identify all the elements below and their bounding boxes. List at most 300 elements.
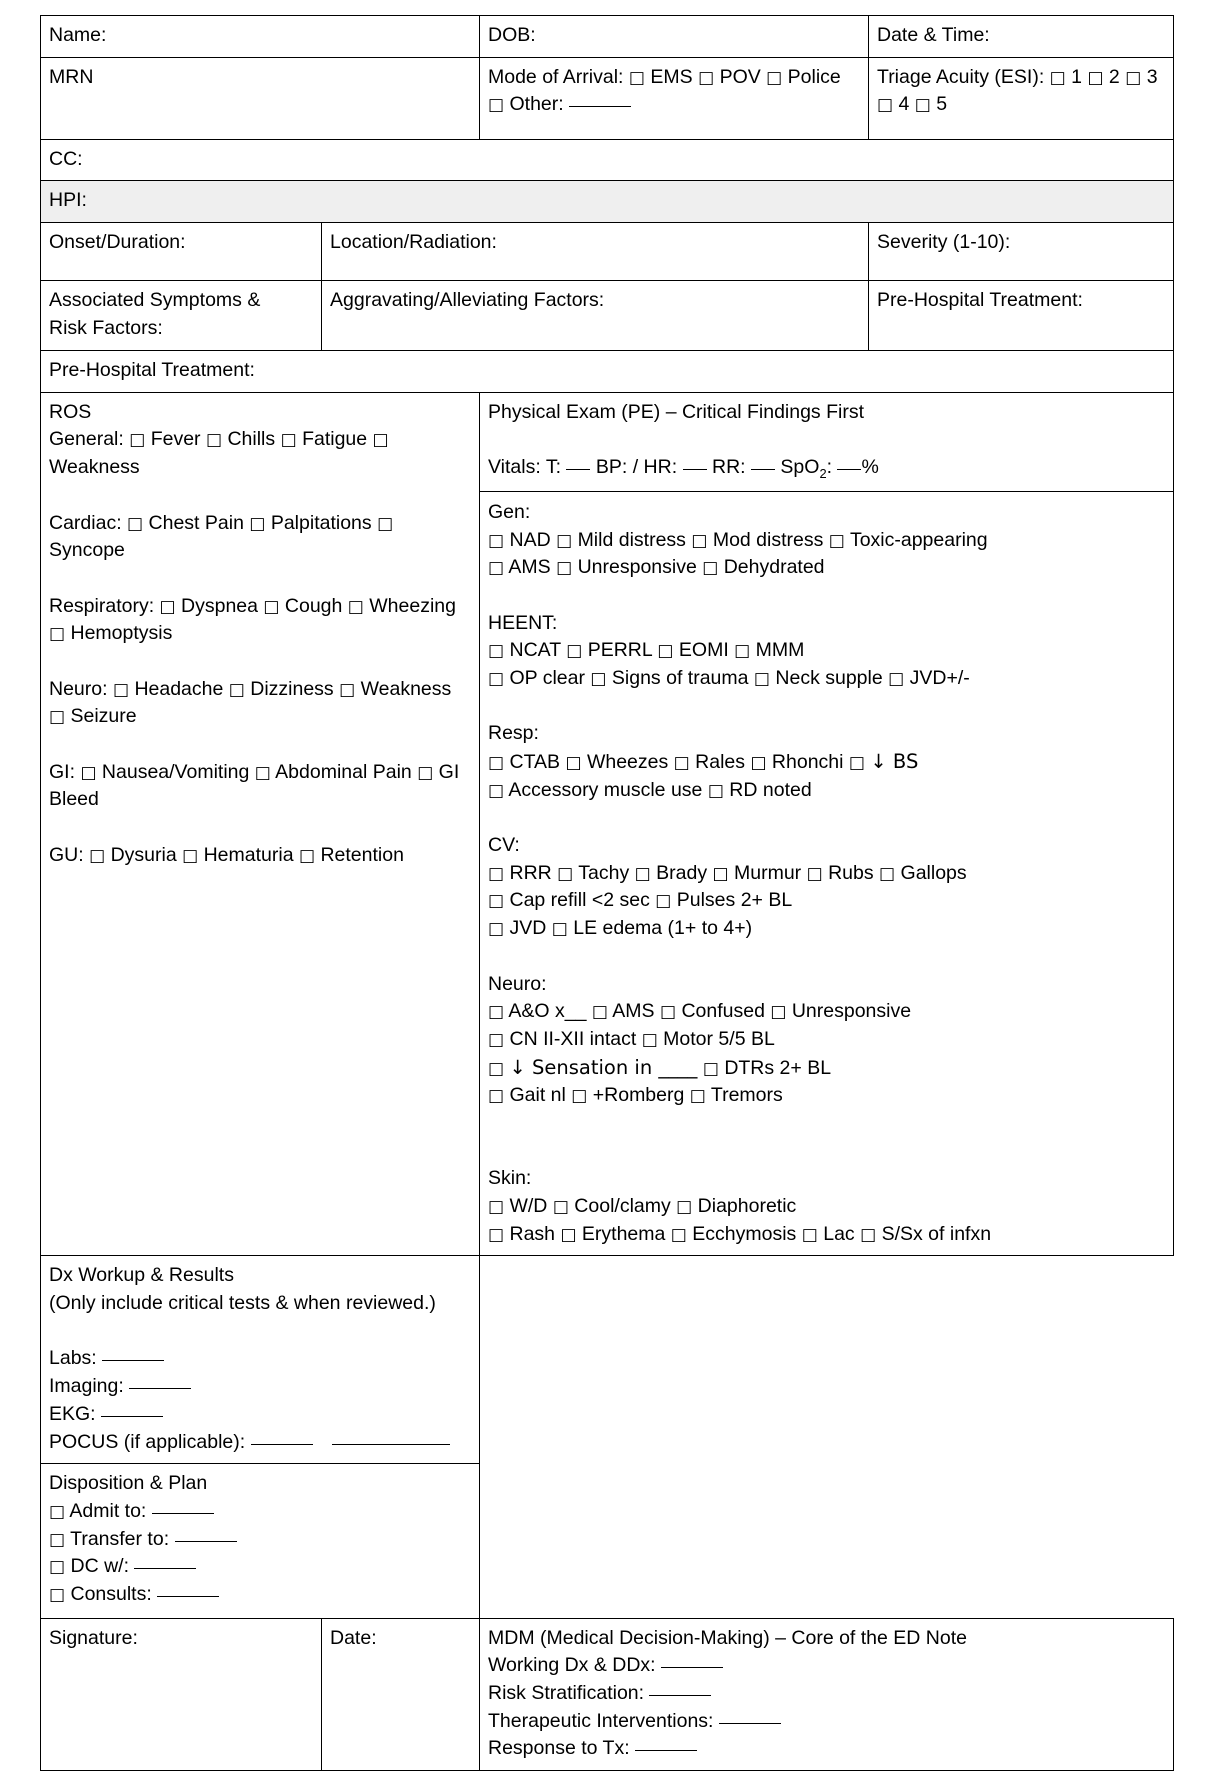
checkbox-icon-tachy[interactable]: □ [557,863,574,884]
checkbox-icon-decreased-bs[interactable]: □ [848,753,865,773]
disposition-dc-line [49,1553,472,1581]
pe-item-gait-nl: Gait nl [509,1084,566,1107]
pe-item-ecchymosis: Ecchymosis [692,1222,797,1245]
pe-item-toxic-appearing: Toxic-appearing [849,528,988,551]
pe-item-dehydrated: Dehydrated [723,556,825,579]
checkbox-icon-chills[interactable]: □ [205,430,223,451]
checkbox-icon-transfer-to[interactable]: □ [49,1529,66,1550]
pe-gen-line-1 [488,527,1166,555]
checkbox-icon-syncope[interactable]: □ [377,513,394,534]
ros-item-palpitations: Palpitations [270,511,372,534]
pe-item-diaphoretic: Diaphoretic [697,1195,797,1217]
pe-item-le-edema: LE edema (1+ to 4+) [573,917,753,940]
blank-pocus-extra[interactable] [332,1444,450,1445]
cell-signature[interactable] [41,1618,322,1770]
checkbox-icon-esi-5[interactable]: □ [914,95,931,116]
pe-item-unresponsive-gen: Unresponsive [577,556,697,579]
cell-date[interactable] [322,1618,480,1770]
ros-respiratory-label: Respiratory: [49,594,155,617]
checkbox-icon-weakness-gen[interactable]: □ [372,430,389,451]
spacer [488,1138,1166,1166]
cc-label: CC: [49,147,83,170]
checkbox-icon-cn-intact[interactable]: □ [488,1029,505,1050]
dob-label: DOB: [488,24,536,46]
checkbox-icon-rhonchi[interactable]: □ [750,753,767,773]
mdm-working-dx-line [488,1652,1166,1680]
checkbox-icon-dizziness[interactable]: □ [228,679,245,700]
checkbox-icon-seizure[interactable]: □ [49,707,66,728]
pe-item-rrr: RRR [509,861,552,884]
checkbox-icon-unresponsive-neuro[interactable]: □ [770,1002,787,1023]
checkbox-icon-rd-noted[interactable]: □ [707,780,724,801]
spacer [488,426,1166,454]
checkbox-icon-ecchymosis[interactable]: □ [670,1224,687,1245]
disposition-consults-label: Consults: [70,1582,152,1605]
pe-item-murmur: Murmur [734,861,802,884]
disposition-admit-label: Admit to: [69,1499,147,1522]
pe-gen-line-2 [488,554,1166,582]
vitals-bp-label: BP: [595,456,628,479]
disposition-dc-label: DC w/: [70,1555,129,1578]
ros-item-gi-bleed: GI Bleed [49,760,460,811]
checkbox-icon-le-edema[interactable]: □ [551,919,568,940]
cell-hpi-header [41,181,1174,223]
row-signature-date-mdm [41,1618,1174,1770]
blank-hr[interactable] [683,469,707,470]
row-prehospital-treatment [41,351,1174,393]
ros-item-fatigue: Fatigue [302,428,368,451]
hpi-header-label: HPI: [49,189,87,212]
ros-item-seizure: Seizure [70,705,137,728]
ros-item-weakness-gen: Weakness [49,456,140,479]
checkbox-icon-ams-gen[interactable]: □ [488,558,505,579]
cell-ros[interactable] [41,392,480,1256]
checkbox-icon-romberg[interactable]: □ [571,1086,588,1107]
cell-mrn[interactable] [41,57,480,139]
pe-item-rd-noted: RD noted [729,778,812,801]
esi-level-2: 2 [1108,65,1120,88]
checkbox-icon-brady[interactable]: □ [634,863,651,884]
pe-item-ssx-infxn: S/Sx of infxn [881,1222,992,1245]
checkbox-icon-erythema[interactable]: □ [560,1224,577,1245]
ros-cardiac-label: Cardiac: [49,511,122,534]
spacer [49,731,472,759]
checkbox-icon-rash[interactable]: □ [488,1224,505,1245]
pe-item-ncat: NCAT [509,639,561,662]
checkbox-icon-fatigue[interactable]: □ [280,430,297,451]
ros-title: ROS [49,400,92,423]
checkbox-icon-neck-supple[interactable]: □ [753,668,770,689]
pe-item-accessory-muscle-use: Accessory muscle use [508,778,703,801]
dx-pocus-label: POCUS (if applicable): [49,1430,246,1453]
row-ros-and-pe-header [41,392,1174,491]
cell-prehospital-treatment-full[interactable] [41,351,1174,393]
row-dx-workup [41,1256,1174,1464]
blank-transfer-to[interactable] [175,1541,237,1542]
checkbox-icon-mod-distress[interactable]: □ [691,530,708,551]
pe-cv-line-3 [488,915,1166,943]
vitals-temp-label: T: [545,456,561,479]
ros-group-gi [49,759,472,814]
esi-level-4: 4 [898,93,910,116]
pe-item-motor: Motor 5/5 BL [663,1027,775,1050]
cell-prehospital-treatment[interactable] [869,281,1174,351]
ros-item-fever: Fever [150,428,201,451]
pe-skin-line-2 [488,1221,1166,1249]
checkbox-icon-motor[interactable]: □ [641,1029,658,1050]
pe-item-decreased-sensation: ↓ Sensation in ____ [509,1055,698,1079]
prehospital-treatment-row-label: Pre-Hospital Treatment: [49,359,255,382]
dx-imaging-label: Imaging: [49,1375,124,1398]
pe-item-rales: Rales [695,751,746,773]
checkbox-icon-police[interactable]: □ [766,67,783,88]
checkbox-icon-rales[interactable]: □ [673,753,690,773]
vitals-prefix: Vitals: [488,456,541,479]
checkbox-icon-ssx-infxn[interactable]: □ [860,1224,877,1245]
checkbox-icon-dysuria[interactable]: □ [89,845,106,866]
checkbox-icon-chest-pain[interactable]: □ [127,513,144,534]
pe-vitals-line[interactable] [488,454,1166,482]
checkbox-icon-lac[interactable]: □ [801,1224,818,1245]
checkbox-icon-perrl[interactable]: □ [566,641,583,662]
pe-neuro-line-2 [488,1026,1166,1054]
pe-item-tachy: Tachy [578,861,630,884]
blank-rr[interactable] [751,469,775,470]
spacer [49,814,472,842]
ros-item-retention: Retention [320,843,404,866]
pe-item-ao-x: A&O x__ [508,1000,587,1023]
ros-item-wheezing: Wheezing [369,594,456,617]
cell-pe-findings[interactable] [480,491,1174,1256]
spacer [488,804,1166,832]
checkbox-icon-gallops[interactable]: □ [879,863,896,884]
ros-group-gu [49,842,472,870]
spacer [488,943,1166,971]
checkbox-icon-gi-bleed[interactable]: □ [417,762,434,783]
dx-workup-pocus-line [49,1429,472,1457]
pe-item-jvd: JVD [509,917,547,940]
checkbox-icon-retention[interactable]: □ [298,845,316,866]
checkbox-icon-wheezing[interactable]: □ [347,596,364,617]
pe-item-cap-refill: Cap refill <2 sec [509,889,650,912]
ros-group-general [49,426,472,481]
blank-risk-stratification[interactable] [649,1695,711,1696]
blank-consults[interactable] [157,1596,219,1597]
pe-item-perrl: PERRL [587,639,652,662]
checkbox-icon-nad[interactable]: □ [488,530,505,551]
checkbox-icon-mmm[interactable]: □ [734,641,751,662]
cell-associated-symptoms[interactable] [41,281,322,351]
blank-ekg[interactable] [101,1416,163,1417]
pe-item-eomi: EOMI [678,639,729,662]
checkbox-icon-mild-distress[interactable]: □ [556,530,573,551]
pe-resp-line-1 [488,748,1166,777]
ros-neuro-label: Neuro: [49,677,108,700]
checkbox-icon-signs-of-trauma[interactable]: □ [590,668,607,689]
pe-skin-line-1 [488,1193,1166,1221]
cell-disposition-plan[interactable] [41,1464,480,1618]
checkbox-icon-hemoptysis[interactable]: □ [49,624,66,645]
checkbox-icon-ncat[interactable]: □ [488,641,505,662]
checkbox-icon-unresponsive-gen[interactable]: □ [556,558,573,579]
spacer [49,482,472,510]
pe-item-lac: Lac [823,1222,855,1245]
pe-item-brady: Brady [656,861,708,884]
dx-workup-imaging-line [49,1373,472,1401]
checkbox-icon-diaphoretic[interactable]: □ [676,1197,693,1217]
pe-item-tremors: Tremors [710,1084,783,1107]
checkbox-icon-nausea-vomiting[interactable]: □ [80,762,97,783]
vitals-hr-label: HR: [643,456,678,479]
pe-section-heent-label: HEENT: [488,611,558,634]
option-police: Police [787,65,841,88]
ros-group-cardiac [49,510,472,565]
ros-item-headache: Headache [134,677,224,700]
pe-cv-line-1 [488,860,1166,888]
vitals-spo2-label: SpO [780,456,820,479]
cell-mode-of-arrival[interactable] [480,57,869,139]
pe-neuro-line-1 [488,998,1166,1026]
checkbox-icon-esi-4[interactable]: □ [877,95,894,116]
checkbox-icon-ems[interactable]: □ [628,67,645,88]
blank-therapeutic-interventions[interactable] [719,1723,781,1724]
checkbox-icon-wd[interactable]: □ [488,1197,505,1217]
blank-admit-to[interactable] [152,1513,214,1514]
checkbox-icon-toxic-appearing[interactable]: □ [828,530,845,551]
cell-pe-header [480,392,1174,491]
pe-section-cv-label: CV: [488,834,520,857]
checkbox-icon-dyspnea[interactable]: □ [159,596,176,617]
checkbox-icon-decreased-sensation[interactable]: □ [488,1058,505,1079]
checkbox-icon-cough[interactable]: □ [263,596,280,617]
ros-item-dizziness: Dizziness [250,677,334,700]
ros-group-respiratory [49,593,472,648]
checkbox-icon-ao-x[interactable]: □ [488,1002,505,1023]
spacer [488,582,1166,610]
vitals-bp-sep: / [632,456,639,479]
mdm-response-line [488,1735,1166,1763]
triage-acuity-line [877,64,1166,119]
checkbox-icon-accessory-muscle-use[interactable]: □ [488,780,505,801]
row-disposition-plan [41,1464,1174,1618]
ros-item-chest-pain: Chest Pain [148,511,244,534]
pe-item-confused: Confused [681,1000,765,1023]
blank-response-to-tx[interactable] [635,1750,697,1751]
checkbox-icon-admit-to[interactable]: □ [49,1501,66,1522]
checkbox-icon-murmur[interactable]: □ [712,863,729,884]
pe-item-ctab: CTAB [509,751,561,773]
blank-labs[interactable] [102,1360,164,1361]
option-other-label: Other: [509,93,564,116]
esi-level-1: 1 [1071,65,1083,88]
spacer [49,869,472,897]
pe-section-gen-label: Gen: [488,500,531,523]
pe-item-nad: NAD [509,528,551,551]
ros-item-cough: Cough [284,594,343,617]
checkbox-icon-esi-3[interactable]: □ [1125,67,1142,88]
dx-workup-subtitle: (Only include critical tests & when reviewed.) [49,1292,436,1315]
pe-heent-line-2 [488,665,1166,693]
checkbox-icon-tremors[interactable]: □ [689,1086,706,1107]
onset-duration-label: Onset/Duration: [49,231,186,254]
checkbox-icon-cap-refill[interactable]: □ [488,891,505,912]
option-pov: POV [719,65,761,88]
ros-general-label: General: [49,428,124,451]
checkbox-icon-pulses[interactable]: □ [655,891,672,912]
vitals-rr-label: RR: [711,456,746,479]
vitals-spo2-suffix: : [826,456,833,479]
checkbox-icon-confused[interactable]: □ [659,1002,677,1023]
disposition-title: Disposition & Plan [49,1472,208,1495]
checkbox-icon-weakness-neuro[interactable]: □ [339,679,356,700]
pe-item-rash: Rash [509,1222,556,1245]
disposition-consults-line [49,1581,472,1609]
dx-workup-ekg-line [49,1401,472,1429]
checkbox-icon-other[interactable]: □ [488,95,505,116]
pe-item-decreased-bs: ↓ BS [870,750,919,773]
blank-spo2[interactable] [837,469,861,470]
checkbox-icon-pov[interactable]: □ [698,67,715,88]
checkbox-icon-rrr[interactable]: □ [488,863,505,884]
blank-arrival-other[interactable] [569,106,631,107]
ros-item-abdominal-pain: Abdominal Pain [275,760,412,783]
checkbox-icon-esi-1[interactable]: □ [1049,67,1066,88]
esi-level-3: 3 [1146,65,1158,88]
blank-pocus[interactable] [251,1444,313,1445]
pe-item-romberg: +Romberg [592,1084,685,1107]
blank-temp[interactable] [566,469,590,470]
blank-imaging[interactable] [129,1388,191,1389]
ros-item-dyspnea: Dyspnea [181,594,258,617]
pe-item-ams-gen: AMS [508,556,551,579]
cell-location-radiation[interactable] [322,223,869,281]
checkbox-icon-esi-2[interactable]: □ [1087,67,1104,88]
ros-item-weakness-neuro: Weakness [360,677,452,700]
pe-heent-line-1 [488,637,1166,665]
row-patient-identity [41,16,1174,58]
cell-severity[interactable] [869,223,1174,281]
ros-item-syncope: Syncope [49,539,125,562]
checkbox-icon-dehydrated[interactable]: □ [702,558,719,579]
checkbox-icon-wheezes[interactable]: □ [565,753,582,773]
row-chief-complaint [41,139,1174,181]
spacer [49,1318,472,1346]
date-label: Date: [330,1626,377,1649]
ros-item-dysuria: Dysuria [110,843,177,866]
pe-item-op-clear: OP clear [509,666,585,689]
checkbox-icon-rubs[interactable]: □ [806,863,823,884]
checkbox-icon-palpitations[interactable]: □ [249,513,266,534]
pe-item-signs-of-trauma: Signs of trauma [611,666,749,689]
spacer [488,1110,1166,1138]
pe-item-wheezes: Wheezes [586,751,669,773]
blank-dc-with[interactable] [134,1568,196,1569]
checkbox-icon-gait-nl[interactable]: □ [488,1086,505,1107]
dx-workup-title: Dx Workup & Results [49,1264,234,1287]
aggravating-factors-label: Aggravating/Alleviating Factors: [330,289,605,312]
cell-chief-complaint[interactable] [41,139,1174,181]
option-ems: EMS [650,65,693,88]
cell-mdm[interactable] [480,1618,1174,1770]
vitals-percent: % [861,456,879,479]
triage-acuity-label: Triage Acuity (ESI): [877,65,1045,88]
mdm-title: MDM (Medical Decision-Making) – Core of the ED Note [488,1626,967,1649]
checkbox-icon-jvd-pm[interactable]: □ [888,668,905,689]
cell-dx-workup[interactable] [41,1256,480,1464]
ros-item-hematuria: Hematuria [203,843,294,866]
checkbox-icon-jvd[interactable]: □ [488,919,505,940]
disposition-admit-line [49,1498,472,1526]
cell-name[interactable] [41,16,480,58]
row-associated-aggravating-prehospital [41,281,1174,351]
pe-section-neuro-label: Neuro: [488,972,547,995]
pe-title: Physical Exam (PE) – Critical Findings First [488,400,865,423]
pe-item-rubs: Rubs [828,861,874,884]
cell-dob[interactable] [480,16,869,58]
checkbox-icon-ctab[interactable]: □ [488,753,505,773]
severity-label: Severity (1-10): [877,231,1011,254]
pe-item-unresponsive-neuro: Unresponsive [791,1000,912,1023]
checkbox-icon-consults[interactable]: □ [49,1584,66,1605]
checkbox-icon-fever[interactable]: □ [129,430,146,451]
checkbox-icon-ams-neuro[interactable]: □ [591,1002,608,1023]
blank-working-dx[interactable] [661,1667,723,1668]
row-hpi-header [41,181,1174,223]
dx-labs-label: Labs: [49,1347,97,1370]
pe-resp-line-2 [488,777,1166,805]
mdm-risk-label: Risk Stratification: [488,1682,645,1704]
row-onset-location-severity [41,223,1174,281]
prehospital-treatment-label: Pre-Hospital Treatment: [877,289,1083,312]
checkbox-icon-headache[interactable]: □ [112,679,130,700]
cell-triage-acuity[interactable] [869,57,1174,139]
ed-note-form-table [40,15,1174,1771]
dx-workup-labs-line [49,1345,472,1373]
pe-item-erythema: Erythema [581,1222,666,1245]
cell-aggravating-factors[interactable] [322,281,869,351]
checkbox-icon-op-clear[interactable]: □ [488,668,505,689]
checkbox-icon-hematuria[interactable]: □ [182,845,199,866]
mdm-risk-line [488,1680,1166,1708]
checkbox-icon-cool-clammy[interactable]: □ [552,1197,569,1217]
pe-item-cool-clammy: Cool/clamy [574,1195,671,1217]
datetime-label: Date & Time: [877,24,990,46]
pe-item-dtrs: DTRs 2+ BL [724,1056,832,1079]
esi-level-5: 5 [936,93,948,116]
spacer [488,693,1166,721]
pe-item-mmm: MMM [755,639,805,662]
ros-gi-label: GI: [49,760,76,783]
pe-item-neck-supple: Neck supple [775,666,883,689]
pe-item-mild-distress: Mild distress [577,528,686,551]
ros-gu-label: GU: [49,843,84,866]
mode-of-arrival-label: Mode of Arrival: [488,65,624,88]
ros-item-hemoptysis: Hemoptysis [70,622,173,645]
cell-onset-duration[interactable] [41,223,322,281]
pe-neuro-line-3 [488,1054,1166,1083]
mode-of-arrival-line [488,64,861,119]
checkbox-icon-eomi[interactable]: □ [657,641,674,662]
checkbox-icon-dc-with[interactable]: □ [49,1557,66,1578]
cell-datetime[interactable] [869,16,1174,58]
pe-item-gallops: Gallops [900,861,967,884]
checkbox-icon-abdominal-pain[interactable]: □ [254,762,271,783]
associated-symptoms-label-line2: Risk Factors: [49,316,163,339]
pe-neuro-line-4 [488,1082,1166,1110]
dx-ekg-label: EKG: [49,1402,96,1425]
spacer [49,648,472,676]
checkbox-icon-dtrs[interactable]: □ [702,1058,719,1079]
